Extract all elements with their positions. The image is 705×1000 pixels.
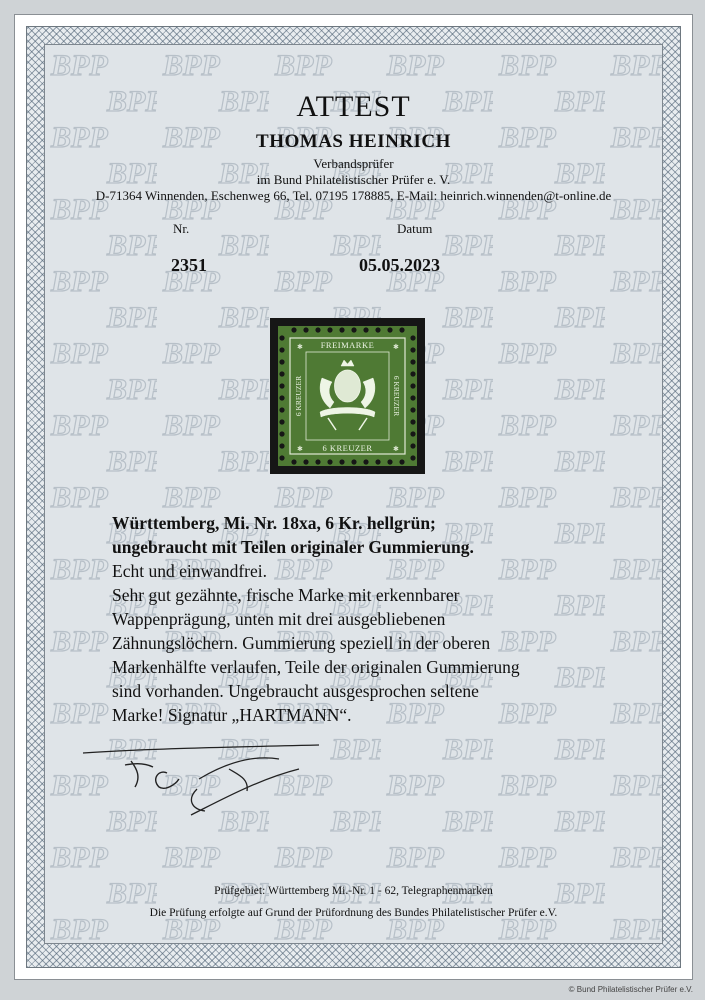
svg-text:✱: ✱ [297, 343, 303, 351]
stamp-left-text: 6 KREUZER [294, 375, 303, 417]
stamp-bottom-text: 6 KREUZER [322, 443, 373, 453]
svg-text:✱: ✱ [393, 343, 399, 351]
certificate-title: ATTEST [296, 90, 411, 123]
association-name: im Bund Philatelistischer Prüfer e. V. [256, 172, 451, 187]
description-heading-2: ungebraucht mit Teilen originaler Gummierung. [112, 537, 474, 557]
description-line-6: sind vorhanden. Ungebraucht ausgesprochen seltene [112, 681, 479, 701]
examiner-role: Verbandsprüfer [313, 156, 394, 171]
description-line-1: Echt und einwandfrei. [112, 561, 268, 581]
number-label: Nr. [173, 221, 190, 236]
svg-text:✱: ✱ [297, 445, 303, 453]
certificate-date: 05.05.2023 [359, 255, 440, 275]
copyright-notice: © Bund Philatelistischer Prüfer e.V. [568, 985, 693, 994]
handwritten-signature [79, 739, 339, 819]
svg-text:✱: ✱ [393, 445, 399, 453]
examiner-address: D-71364 Winnenden, Eschenweg 66, Tel. 07195 178885, E-Mail: heinrich.winnenden@t-online.de [95, 188, 612, 203]
certificate-panel [44, 44, 663, 944]
examination-area: Prüfgebiet: Württemberg Mi.-Nr. 1 - 62, Telegraphenmarken [214, 885, 493, 897]
stamp-right-text: 6 KREUZER [392, 375, 401, 417]
description-line-7: Marke! Signatur „HARTMANN“. [112, 705, 352, 725]
date-label: Datum [397, 221, 433, 236]
certificate-number: 2351 [171, 255, 207, 275]
description-heading-1: Württemberg, Mi. Nr. 18xa, 6 Kr. hellgrün; [112, 513, 436, 533]
stamp-top-text: FREIMARKE [320, 340, 375, 350]
examiner-name: THOMAS HEINRICH [256, 131, 451, 152]
stamp-photo [270, 318, 425, 474]
examination-regulation: Die Prüfung erfolgte auf Grund der Prüfordnung des Bundes Philatelistischer Prüfer e.V. [149, 907, 558, 919]
stamp-image [270, 318, 425, 474]
description-line-3: Wappenprägung, unten mit drei ausgebliebenen [112, 609, 446, 629]
description-line-2: Sehr gut gezähnte, frische Marke mit erkennbarer [112, 585, 460, 605]
description-line-5: Markenhälfte verlaufen, Teile der originalen Gummierung [112, 657, 520, 677]
description-line-4: Zähnungslöchern. Gummierung speziell in der oberen [112, 633, 491, 653]
